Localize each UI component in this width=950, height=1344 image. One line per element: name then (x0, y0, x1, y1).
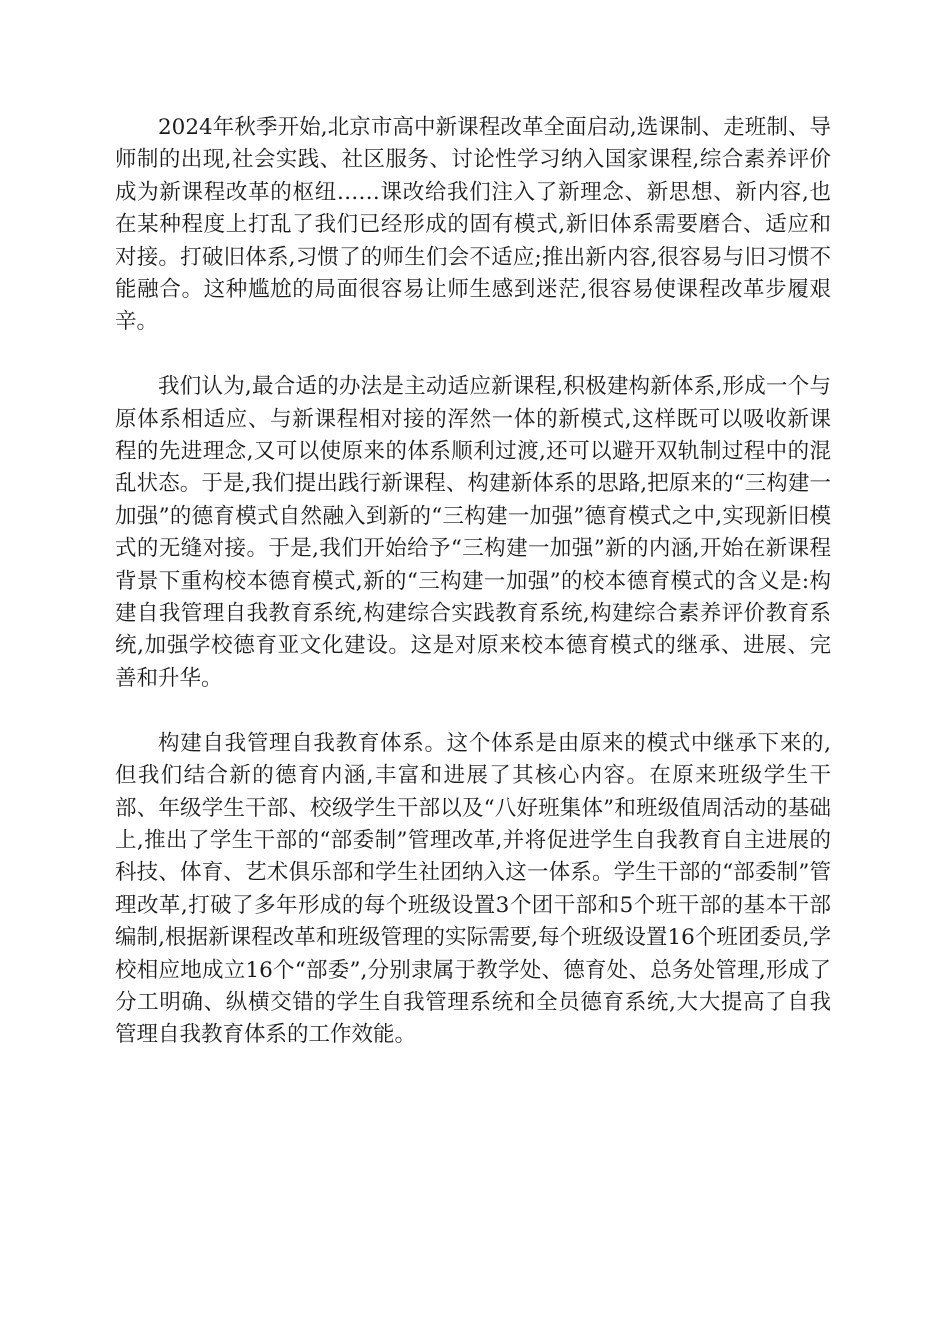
paragraph-3: 构建自我管理自我教育体系。这个体系是由原来的模式中继承下来的,但我们结合新的德育内涵,丰富和进展了其核心内容。在原来班级学生干部、年级学生干部、校级学生干部以及“八好班集体”和班级值周活动的基础上,推出了学生干部的“部委制”管理改革,并将促进学生自我教育自主进展的科技、体育、艺术俱乐部和学生社团纳入这一体系。学生干部的“部委制”管理改革,打破了多年形成的每个班级设置3个团干部和5个班干部的基本干部编制,根据新课程改革和班级管理的实际需要,每个班级设置16个班团委员,学校相应地成立16个“部委”,分别隶属于教学处、德育处、总务处管理,形成了分工明确、纵横交错的学生自我管理系统和全员德育系统,大大提高了自我管理自我教育体系的工作效能。 (115, 730, 831, 1048)
body-text (115, 112, 831, 1052)
paragraph-1: 2024年秋季开始,北京市高中新课程改革全面启动,选课制、走班制、导师制的出现,社会实践、社区服务、讨论性学习纳入国家课程,综合素养评价成为新课程改革的枢纽……课改给我们注入了新理念、新思想、新内容,也在某种程度上打乱了我们已经形成的固有模式,新旧体系需要磨合、适应和对接。打破旧体系,习惯了的师生们会不适应;推出新内容,很容易与旧习惯不能融合。这种尴尬的局面很容易让师生感到迷茫,很容易使课程改革步履艰辛。 (115, 115, 831, 335)
paragraph-2: 我们认为,最合适的办法是主动适应新课程,积极建构新体系,形成一个与原体系相适应、与新课程相对接的浑然一体的新模式,这样既可以吸收新课程的先进理念,又可以使原来的体系顺利过渡,还可以避开双轨制过程中的混乱状态。于是,我们提出践行新课程、构建新体系的思路,把原来的“三构建一加强”的德育模式自然融入到新的“三构建一加强”德育模式之中,实现新旧模式的无缝对接。于是,我们开始给予“三构建一加强”新的内涵,开始在新课程背景下重构校本德育模式,新的“三构建一加强”的校本德育模式的含义是:构建自我管理自我教育系统,构建综合实践教育系统,构建综合素养评价教育系统,加强学校德育亚文化建设。这是对原来校本德育模式的继承、进展、完善和升华。 (115, 374, 831, 691)
